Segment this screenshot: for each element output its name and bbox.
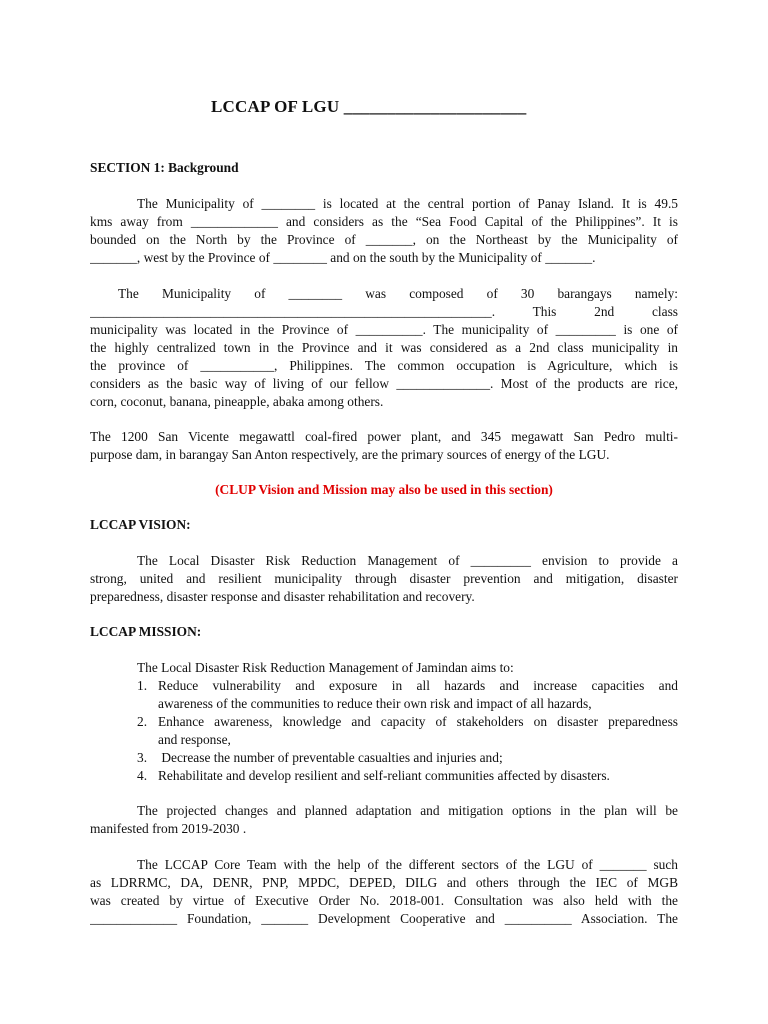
- projection-line-2: manifested from 2019-2030 .: [90, 821, 247, 836]
- vision-line-2: strong, united and resilient municipality through disaster prevention and mitigation, disaster: [90, 571, 678, 586]
- para2-line-2: ____________________________________________________________. This 2nd class: [90, 304, 678, 319]
- clup-note: (CLUP Vision and Mission may also be used in this section): [215, 482, 553, 497]
- mission-item-2-number: 2.: [137, 714, 148, 729]
- para3-line-2: purpose dam, in barangay San Anton respectively, are the primary sources of energy of the LGU.: [90, 447, 610, 462]
- core-team-line-1: The LCCAP Core Team with the help of the different sectors of the LGU of _______ such: [137, 857, 678, 872]
- projection-line-1: The projected changes and planned adaptation and mitigation options in the plan will be: [137, 803, 678, 818]
- para1-line-4: _______, west by the Province of ________ and on the south by the Municipality of _______.: [90, 250, 596, 265]
- mission-item-1-line-1: Reduce vulnerability and exposure in all hazards and increase capacities and: [158, 678, 678, 693]
- para1-line-2: kms away from _____________ and considers as the “Sea Food Capital of the Philippines”. It is: [90, 214, 678, 229]
- mission-heading: LCCAP MISSION:: [90, 624, 202, 639]
- mission-intro: The Local Disaster Risk Reduction Management of Jamindan aims to:: [137, 660, 514, 675]
- mission-item-1-number: 1.: [137, 678, 148, 693]
- vision-line-3: preparedness, disaster response and disaster rehabilitation and recovery.: [90, 589, 475, 604]
- section1-heading: SECTION 1: Background: [90, 160, 239, 175]
- vision-heading: LCCAP VISION:: [90, 517, 191, 532]
- core-team-line-4: _____________ Foundation, _______ Development Cooperative and __________ Association. The: [90, 911, 678, 926]
- mission-item-4-number: 4.: [137, 768, 148, 783]
- core-team-line-2: as LDRRMC, DA, DENR, PNP, MPDC, DEPED, DILG and others through the IEC of MGB: [90, 875, 678, 890]
- mission-item-3-line-1: Decrease the number of preventable casualties and injuries and;: [158, 750, 503, 765]
- mission-item-3-number: 3.: [137, 750, 148, 765]
- document-title: LCCAP OF LGU _____________________: [211, 97, 527, 116]
- mission-item-1-line-2: awareness of the communities to reduce their own risk and impact of all hazards,: [158, 696, 592, 711]
- para2-line-1: The Municipality of ________ was composed of 30 barangays namely:: [118, 286, 678, 301]
- mission-item-2-line-1: Enhance awareness, knowledge and capacity of stakeholders on disaster preparedness: [158, 714, 678, 729]
- para3-line-1: The 1200 San Vicente megawattl coal-fired power plant, and 345 megawatt San Pedro multi-: [90, 429, 678, 444]
- para2-line-4: the highly centralized town in the Province and it was considered as a 2nd class municipality in: [90, 340, 678, 355]
- para2-line-3: municipality was located in the Province of __________. The municipality of _________ is one of: [90, 322, 678, 337]
- mission-item-2-line-2: and response,: [158, 732, 231, 747]
- para1-line-3: bounded on the North by the Province of _______, on the Northeast by the Municipality of: [90, 232, 678, 247]
- para2-line-5: the province of ___________, Philippines. The common occupation is Agriculture, which is: [90, 358, 678, 373]
- mission-item-4-line-1: Rehabilitate and develop resilient and self-reliant communities affected by disasters.: [158, 768, 610, 783]
- para1-line-1: The Municipality of ________ is located at the central portion of Panay Island. It is 49.5: [137, 196, 678, 211]
- vision-line-1: The Local Disaster Risk Reduction Management of _________ envision to provide a: [137, 553, 678, 568]
- para2-line-7: corn, coconut, banana, pineapple, abaka among others.: [90, 394, 384, 409]
- core-team-line-3: was created by virtue of Executive Order No. 2018-001. Consultation was also held with the: [90, 893, 678, 908]
- para2-line-6: considers as the basic way of living of our fellow ______________. Most of the products are rice,: [90, 376, 678, 391]
